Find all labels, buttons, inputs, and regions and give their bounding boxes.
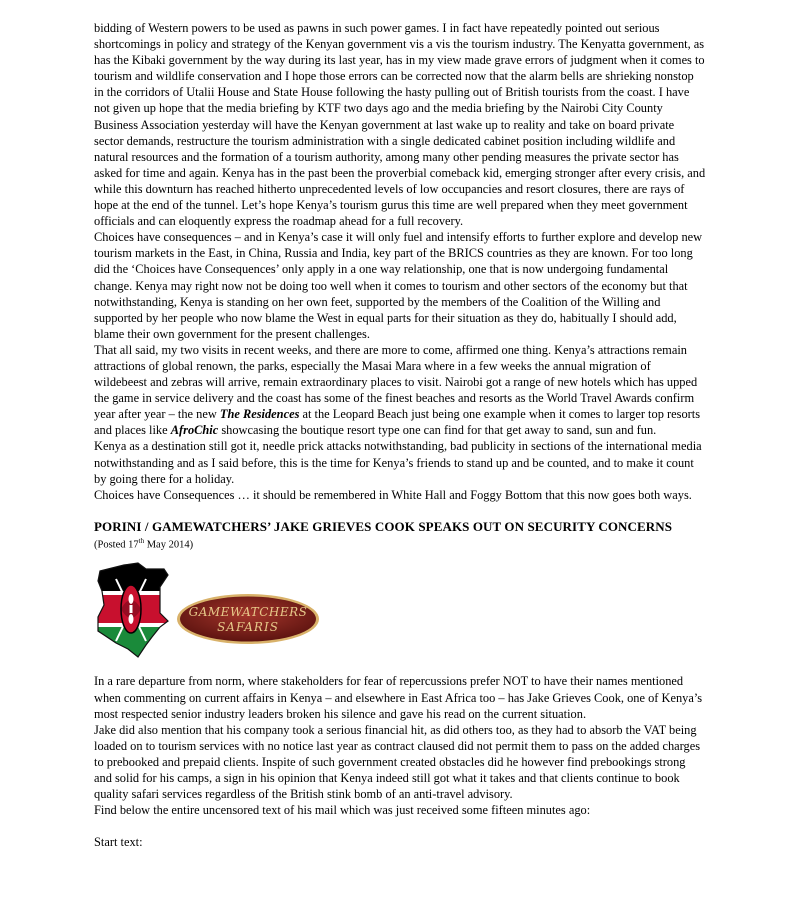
paragraph-4: Kenya as a destination still got it, needle prick attacks notwithstanding, bad publicity in sections of the international media notwithstanding and as I said before, this is the time for Kenya’s friends to stand up and be counted, and to make it count by going there for a holiday. xyxy=(94,439,702,486)
the-residences-name: The Residences xyxy=(219,407,300,422)
paragraph-6: In a rare departure from norm, where stakeholders for fear of repercussions prefer NOT to have their names mentioned when commenting on current affairs in Kenya – and elsewhere in East Africa too – has Jake Grieves Cook, one of Kenya’s most respected senior industry leaders broken his silence and gave his read on the current situation. xyxy=(94,674,703,721)
paragraph-8: Find below the entire uncensored text of his mail which was just received some fifteen minutes ago: xyxy=(94,803,591,818)
blank-line xyxy=(94,818,706,834)
article-headline: PORINI / GAMEWATCHERS’ JAKE GRIEVES COOK SPEAKS OUT ON SECURITY CONCERNS xyxy=(94,518,673,534)
paragraph-3-text-a: That all said, my two visits in recent weeks, and there are more to come, affirmed one thing. Kenya’s attractions remain attractions of global renown, the parks, especially the Masai Mara where in a few weeks the annual migration of wildebeest and zebras will arrive, remain extraordinary places to visit. Nairobi got a range of new hotels which has upped the game in service delivery and the coast has some of the finest beaches and resorts as the World Travel Awards confirm year after year – the new xyxy=(94,342,698,422)
posted-sup: th xyxy=(138,536,145,545)
logo-line-2: SAFARIS xyxy=(217,620,279,635)
logo-line-1: GAMEWATCHERS xyxy=(188,605,308,620)
paragraph-9: Start text: xyxy=(94,835,143,850)
paragraph-7: Jake did also mention that his company took a serious financial hit, as did others too, as they had to absorb the VAT being loaded on to tourism services with no notice last year as contract claused did not permit them to pass on the added charges to prebooked and prepaid clients. Inspite of such government created obstacles did he however find prebookings strong and solid for his camps, a sign in his opinion that Kenya indeed still got what it takes and that clients continue to book quality safari services regardless of the British stink bomb of an anti-travel advisory. xyxy=(94,722,701,802)
article xyxy=(94,20,706,850)
paragraph-2: Choices have consequences – and in Kenya’s case it will only fuel and intensify efforts to further explore and develop new tourism markets in the East, in China, Russia and India, key part of the BRICS countries as they are known. For too long did the ‘Choices have Consequences’ only apply in a one way relationship, one that is now undergoing fundamental change. Kenya may right now not be doing too well when it comes to tourism and other sectors of the economy but that notwithstanding, Kenya is standing on her own feet, supported by the members of the Coalition of the Willing and supported by her people who now blame the West in equal parts for their situation as they do, habitually I should add, blame their own government for the present challenges. xyxy=(94,230,703,341)
posted-prefix: (Posted 17 xyxy=(94,539,139,551)
paragraph-3-text-c: showcasing the boutique resort type one can find for that get away to sand, sun and fun. xyxy=(218,423,657,438)
logo-strip xyxy=(94,555,706,663)
gamewatchers-safaris-logo xyxy=(176,593,320,645)
paragraph-3 xyxy=(94,342,706,439)
paragraph-3-text-b: at the Leopard Beach just being one example when it comes to larger top resorts and places like xyxy=(94,407,701,438)
posted-suffix: May 2014) xyxy=(144,539,194,551)
afrochic-name: AfroChic xyxy=(170,423,219,438)
paragraph-1: bidding of Western powers to be used as pawns in such power games. I in fact have repeatedly pointed out serious shortcomings in policy and strategy of the Kenyan government vis a vis the tourism industry. The Kenyatta government, as has the Kibaki government by the way during its last year, has in my view made grave errors of judgment when it comes to tourism and wildlife conservation and I hope those errors can be corrected now that the alarm bells are shrieking nonstop in the corridors of Utalii House and State House following the hasty pulling out of British tourists from the coast. I have not given up hope that the media briefing by KTF two days ago and the media briefing by the Nairobi City County Business Association yesterday will have the Kenyan government at last wake up to reality and take on board private sector demands, restructure the tourism administration with a single dedicated cabinet position including wildlife and natural resources and the formation of a tourism authority, among many other pending measures the private sector has asked for time and again. Kenya has in the past been the proverbial comeback kid, emerging stronger after every crisis, and while this downturn has reached hitherto unprecedented levels of low occupancies and resort closures, there are rays of hope at the end of the tunnel. Let’s hope Kenya’s tourism gurus this time are well prepared when they meet government officials and can eloquently express the roadmap ahead for a full recovery. xyxy=(94,21,706,229)
posted-date xyxy=(94,535,706,552)
paragraph-5: Choices have Consequences … it should be remembered in White Hall and Foggy Bottom that this now goes both ways. xyxy=(94,487,692,502)
kenya-map-flag-logo xyxy=(94,561,174,661)
